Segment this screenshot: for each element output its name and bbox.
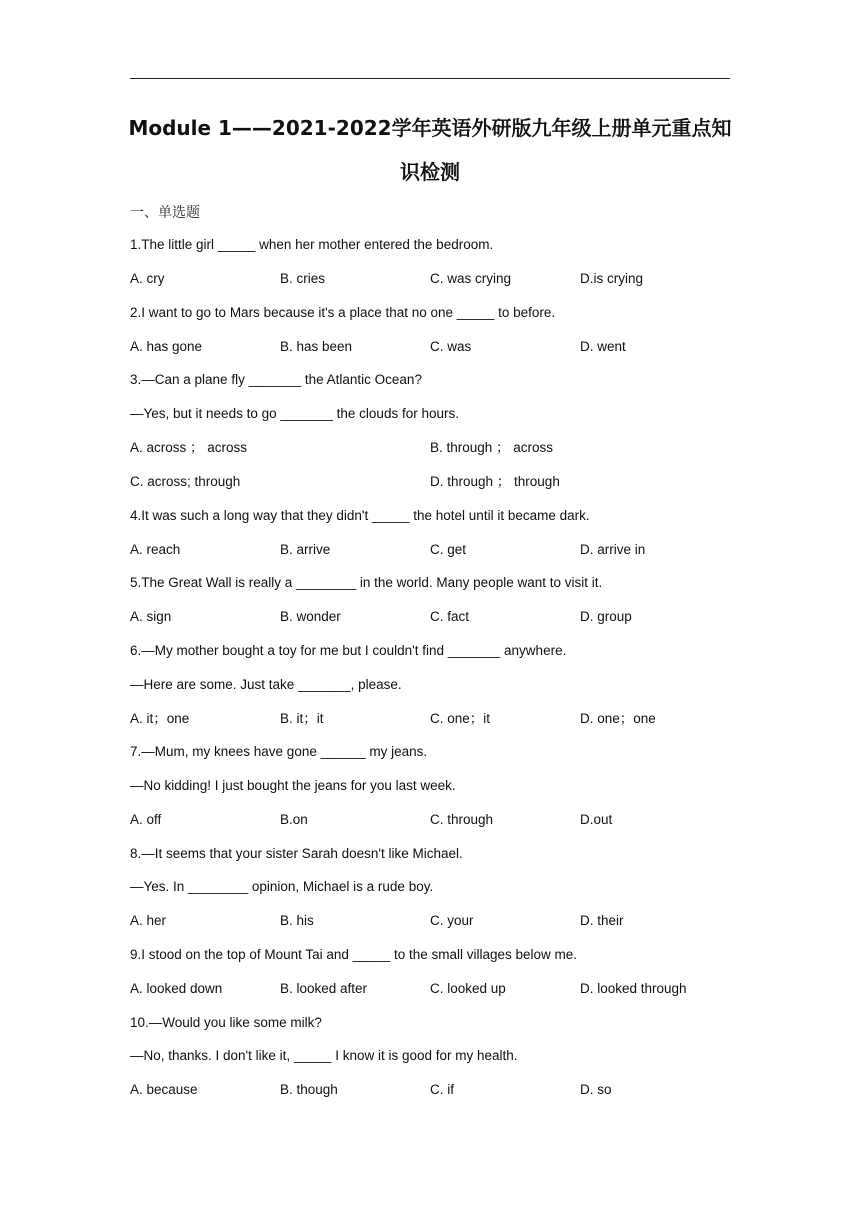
q5-option-b: B. wonder [280, 609, 341, 624]
q9-option-a: A. looked down [130, 981, 223, 996]
q2-option-c: C. was [430, 339, 472, 354]
q5-option-a: A. sign [130, 609, 172, 624]
q10-option-d: D. so [580, 1082, 612, 1097]
q6-option-b: B. it；it [280, 711, 324, 726]
question-7-stem: 7.—Mum, my knees have gone ______ my jeans. [130, 744, 428, 759]
q2-option-d: D. went [580, 339, 626, 354]
q8-option-b: B. his [280, 913, 314, 928]
question-5-stem: 5.The Great Wall is really a ________ in the world. Many people want to visit it. [130, 575, 603, 590]
question-1-stem: 1.The little girl _____ when her mother entered the bedroom. [130, 237, 494, 252]
question-8-stem: 8.—It seems that your sister Sarah doesn't like Michael. [130, 846, 463, 861]
q7-option-a: A. off [130, 812, 162, 827]
q9-option-b: B. looked after [280, 981, 368, 996]
q8-option-d: D. their [580, 913, 624, 928]
q7-option-b: B.on [280, 812, 308, 827]
q6-option-c: C. one；it [430, 711, 491, 726]
question-2-stem: 2.I want to go to Mars because it's a place that no one _____ to before. [130, 305, 556, 320]
q3-option-a: A. across ； across [130, 440, 248, 455]
q9-option-d: D. looked through [580, 981, 687, 996]
q6-option-a: A. it；one [130, 711, 190, 726]
question-10-stem-line2: —No, thanks. I don't like it, _____ I know it is good for my health. [130, 1048, 518, 1063]
q10-option-a: A. because [130, 1082, 198, 1097]
question-8-stem-line2: —Yes. In ________ opinion, Michael is a rude boy. [130, 879, 434, 894]
question-9-stem: 9.I stood on the top of Mount Tai and _____ to the small villages below me. [130, 947, 578, 962]
q8-option-a: A. her [130, 913, 167, 928]
section-heading: 一、单选题 [130, 205, 200, 221]
q3-option-c: C. across; through [130, 474, 241, 489]
q4-option-c: C. get [430, 542, 467, 557]
question-6-stem-line2: —Here are some. Just take _______, please. [130, 677, 402, 692]
header-rule [130, 78, 730, 79]
q1-option-d: D.is crying [580, 271, 644, 286]
q5-option-c: C. fact [430, 609, 470, 624]
q9-option-c: C. looked up [430, 981, 506, 996]
document-title-continued: 识检测 [400, 160, 460, 184]
q10-option-b: B. though [280, 1082, 338, 1097]
q7-option-c: C. through [430, 812, 494, 827]
document-title: Module 1——2021-2022学年英语外研版九年级上册单元重点知 [128, 116, 732, 140]
q4-option-d: D. arrive in [580, 542, 646, 557]
q5-option-d: D. group [580, 609, 632, 624]
q1-option-b: B. cries [280, 271, 326, 286]
q2-option-a: A. has gone [130, 339, 203, 354]
question-3-stem-line2: —Yes, but it needs to go _______ the clouds for hours. [130, 406, 459, 421]
question-3-stem: 3.—Can a plane fly _______ the Atlantic Ocean? [130, 372, 422, 387]
q10-option-c: C. if [430, 1082, 455, 1097]
question-10-stem: 10.—Would you like some milk? [130, 1015, 322, 1030]
q1-option-a: A. cry [130, 271, 165, 286]
question-6-stem: 6.—My mother bought a toy for me but I couldn't find _______ anywhere. [130, 643, 567, 658]
q7-option-d: D.out [580, 812, 613, 827]
q3-option-b: B. through ； across [430, 440, 554, 455]
q4-option-b: B. arrive [280, 542, 331, 557]
question-4-stem: 4.It was such a long way that they didn't _____ the hotel until it became dark. [130, 508, 590, 523]
q8-option-c: C. your [430, 913, 474, 928]
q2-option-b: B. has been [280, 339, 353, 354]
q3-option-d: D. through ； through [430, 474, 560, 489]
q6-option-d: D. one；one [580, 711, 656, 726]
q4-option-a: A. reach [130, 542, 181, 557]
q1-option-c: C. was crying [430, 271, 512, 286]
question-7-stem-line2: —No kidding! I just bought the jeans for you last week. [130, 778, 456, 793]
